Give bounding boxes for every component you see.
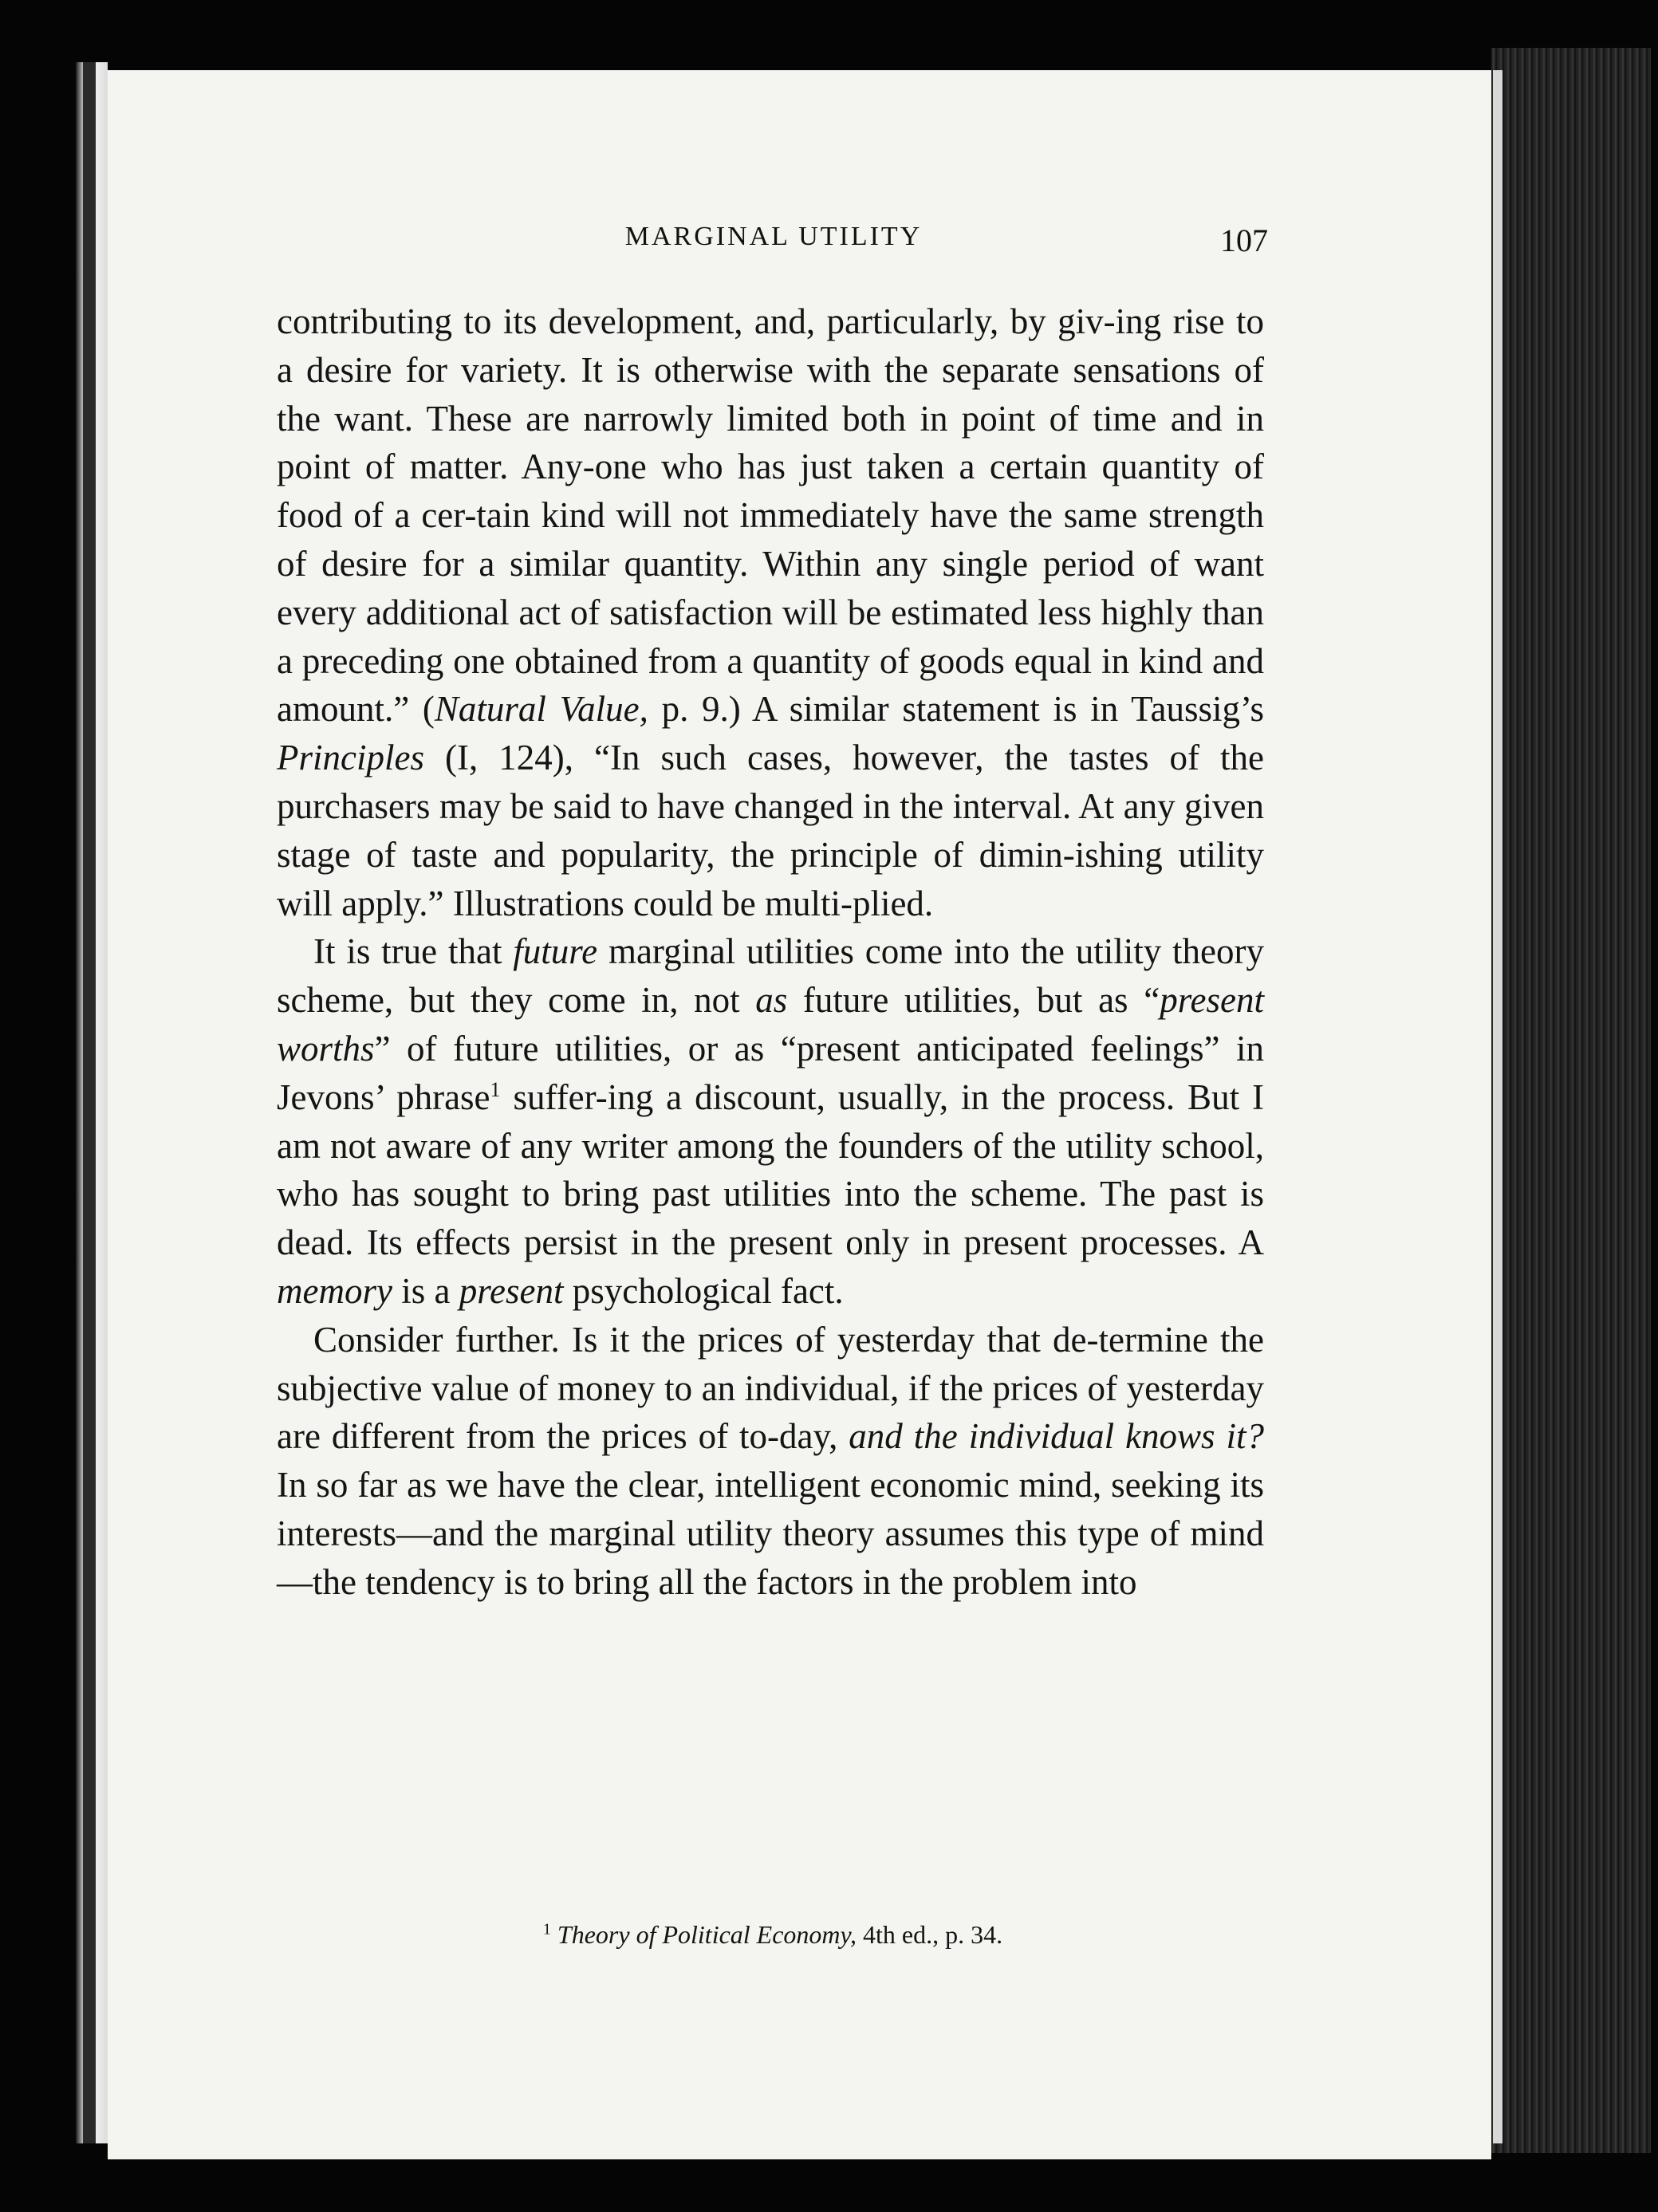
footnote-text: 4th ed., p. 34. xyxy=(856,1920,1003,1949)
italic-emphasis: memory xyxy=(277,1270,392,1311)
italic-title-natural-value: Natural Value, xyxy=(434,689,648,730)
italic-title-principles: Principles xyxy=(277,738,424,778)
paragraph-3 xyxy=(277,1316,1264,1607)
italic-emphasis: present xyxy=(459,1270,564,1311)
text-run: It is true that xyxy=(313,931,514,972)
text-run: suffer-ing a discount, usually, in the process. But I am not aware of any writer among the founders of the utility school, who has sought to bring past utilities into the scheme. The past is dead. Its effects persist in the present only in present processes. A xyxy=(277,1076,1265,1263)
text-run: contributing to its development, and, particularly, by giv-ing rise to a desire for variety. It is otherwise with the separate sensations of the want. These are narrowly limited both in point of time and in point of matter. Any-one who has just taken a certain quantity of food of a cer-tain kind will not immediately have the same strength of desire for a similar quantity. Within any single period of want every additional act of satisfaction will be estimated less highly than a preceding one obtained from a quantity of goods equal in kind and amount.” ( xyxy=(277,301,1264,730)
page-header xyxy=(279,222,1268,262)
book-page-edges xyxy=(1491,48,1651,2153)
paragraph-1 xyxy=(277,297,1264,927)
body-text xyxy=(277,297,1264,1607)
text-run: psychological fact. xyxy=(563,1270,844,1311)
italic-emphasis: present worths xyxy=(277,980,1264,1069)
binding-shadow xyxy=(83,62,96,2143)
text-run: is a xyxy=(392,1270,459,1311)
text-run: ” of future utilities, or as “present anticipated feelings” in Jevons’ phrase xyxy=(277,1028,1264,1117)
page-number: 107 xyxy=(1220,222,1268,258)
text-run: future utilities, but as “ xyxy=(787,980,1160,1021)
footnote-title: Theory of Political Economy, xyxy=(557,1920,857,1949)
running-title: MARGINAL UTILITY xyxy=(624,222,923,251)
italic-emphasis: future xyxy=(513,931,598,972)
italic-emphasis: and the individual knows it? xyxy=(849,1416,1265,1457)
text-run: p. 9.) A similar statement is in Taussig’s xyxy=(648,689,1264,730)
footnote-mark: 1 xyxy=(542,1920,551,1938)
text-run: Consider further. Is it the prices of yesterday that de-termine the subjective value of money to an individual, if the prices of yesterday are different from the prices of to-day, xyxy=(277,1319,1264,1457)
text-run: (I, 124), “In such cases, however, the tastes of the purchasers may be said to have changed in the interval. At any given stage of taste and popularity, the principle of dimin-ishing utility will apply.” Illustrations could be multi-plied. xyxy=(277,738,1264,923)
text-run: In so far as we have the clear, intelligent economic mind, seeking its interests—and the marginal utility theory assumes this type of mind—the tendency is to bring all the factors in the problem into xyxy=(277,1465,1264,1602)
text-run: marginal utilities come into the utility theory scheme, but they come in, not xyxy=(277,931,1264,1021)
footnote xyxy=(279,1920,1266,1950)
italic-emphasis: as xyxy=(755,980,788,1021)
footnote-reference: 1 xyxy=(490,1077,501,1101)
paragraph-2 xyxy=(277,927,1264,1315)
page-edge-highlight xyxy=(1493,70,1502,2143)
